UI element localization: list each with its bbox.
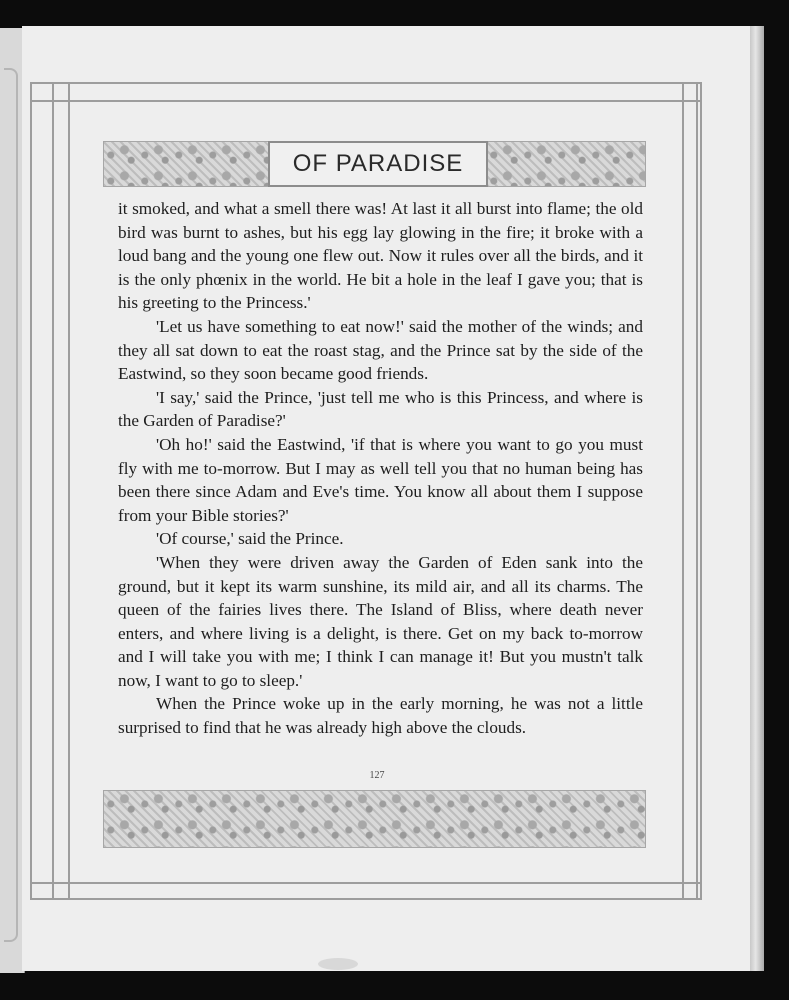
footer-ornament xyxy=(103,790,646,848)
facing-page-border xyxy=(4,68,18,942)
body-text xyxy=(118,197,643,740)
header-ornament-left xyxy=(103,141,271,187)
paragraph: 'Oh ho!' said the Eastwind, 'if that is where you want to go you must fly with me to-morrow. But I may as well tell you that no human being has been there since Adam and Eve's time. You know all about them I suppose from your Bible stories?' xyxy=(118,434,643,525)
frame-rule-left-inner xyxy=(52,82,54,900)
paragraph: 'I say,' said the Prince, 'just tell me who is this Princess, and where is the Garden of Paradise?' xyxy=(118,387,643,431)
frame-rule-bottom-inner xyxy=(30,882,702,884)
paragraph: 'Of course,' said the Prince. xyxy=(156,529,344,549)
frame-rule-right-inner xyxy=(696,82,698,900)
paragraph: When the Prince woke up in the early morning, he was not a little surprised to find that he was already high above the clouds. xyxy=(118,694,643,738)
page-number: 127 xyxy=(369,770,385,781)
frame-rule-right-innermost xyxy=(682,82,684,900)
paragraph: 'When they were driven away the Garden of Eden sank into the ground, but it kept its warm sunshine, its mild air, and all its charms. The queen of the fairies lives there. The Island of Bliss, where death never enters, and where living is a delight, is there. Get on my back to-morrow and I will take you with me; I think I can manage it! But you mustn't talk now, I want to go to sleep.' xyxy=(118,552,643,690)
paragraph: it smoked, and what a smell there was! At last it all burst into flame; the old bird was burnt to ashes, but his egg lay glowing in the fire; it broke with a loud bang and the young one flew out. Now it rules over all the birds, and it is the only phœnix in the world. He bit a hole in the leaf I gave you; that is his greeting to the Princess.' xyxy=(118,199,643,313)
chapter-title-box xyxy=(268,141,488,187)
page-edge-shadow xyxy=(750,26,764,971)
header-ornament-right xyxy=(486,141,646,187)
paper-stain xyxy=(318,958,358,970)
paragraph: 'Let us have something to eat now!' said the mother of the winds; and they all sat down to eat the roast stag, and the Prince sat by the side of the Eastwind, so they soon became good friends. xyxy=(118,316,643,384)
chapter-title: OF PARADISE xyxy=(292,150,464,177)
frame-rule-top-inner xyxy=(30,100,702,102)
frame-rule-left-innermost xyxy=(68,82,70,900)
